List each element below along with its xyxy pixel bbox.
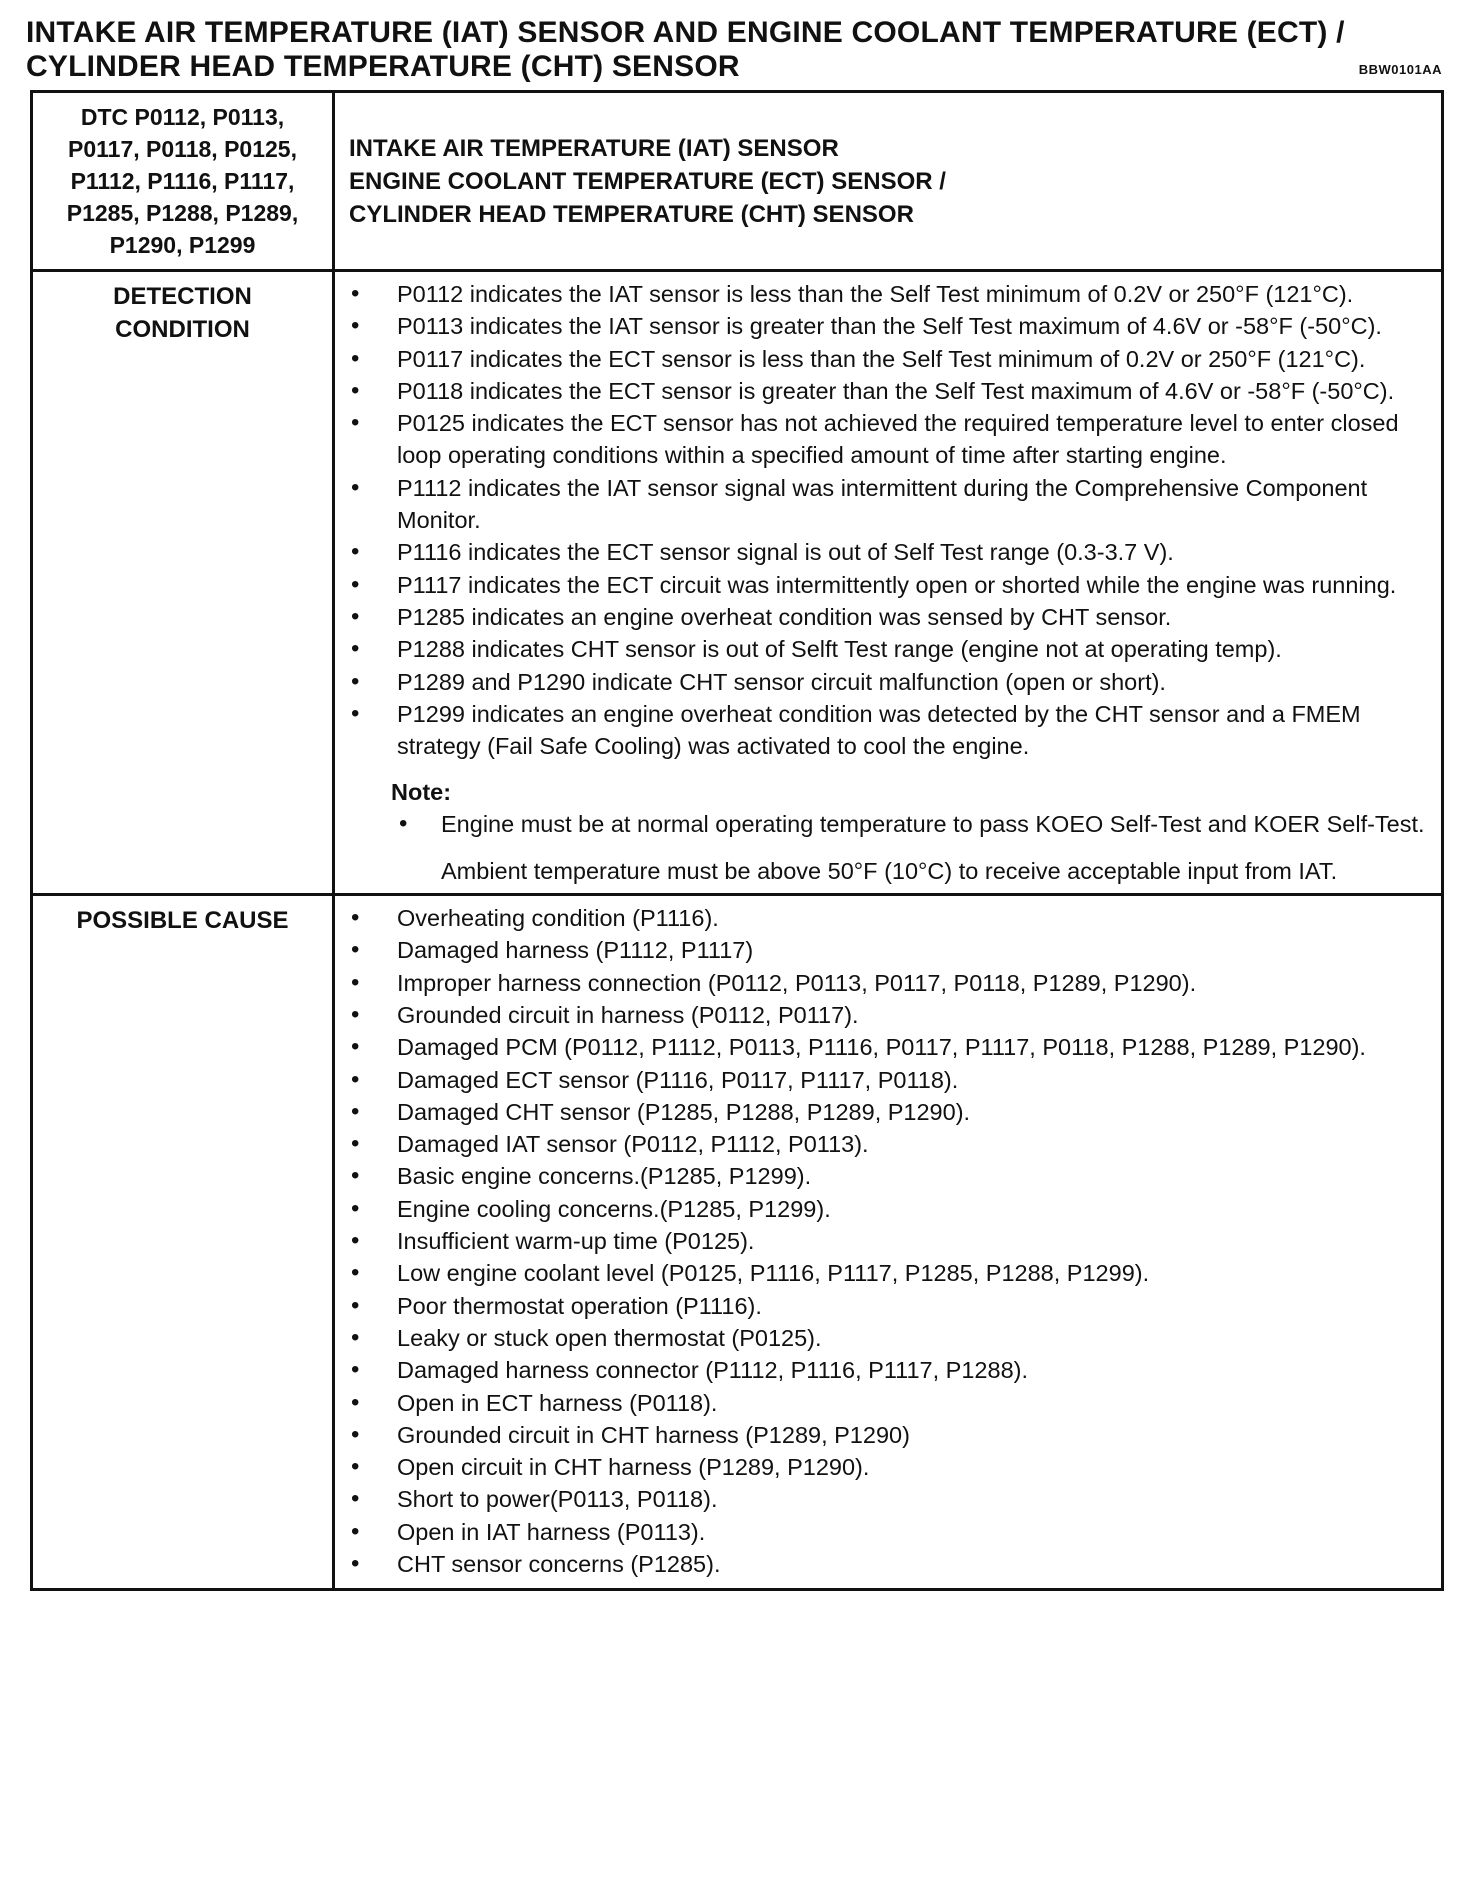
page-title-line-2: CYLINDER HEAD TEMPERATURE (CHT) SENSOR	[26, 50, 740, 83]
list-item: • Open in IAT harness (P0113).	[335, 1516, 1441, 1548]
list-item: • Damaged ECT sensor (P1116, P0117, P1117, P0118).	[335, 1064, 1441, 1096]
list-item: • P1285 indicates an engine overheat condition was sensed by CHT sensor.	[335, 601, 1441, 633]
table-row-causes	[32, 895, 1443, 1590]
list-item: • Open circuit in CHT harness (P1289, P1290).	[335, 1451, 1441, 1483]
list-item: • Damaged CHT sensor (P1285, P1288, P1289, P1290).	[335, 1096, 1441, 1128]
note-text: Ambient temperature must be above 50°F (10°C) to receive acceptable input from IAT.	[441, 857, 1338, 884]
list-item: • Low engine coolant level (P0125, P1116, P1117, P1285, P1288, P1299).	[335, 1257, 1441, 1289]
list-item: • Open in ECT harness (P0118).	[335, 1387, 1441, 1419]
list-item: • P1299 indicates an engine overheat condition was detected by the CHT sensor and a FMEM strategy (Fail Safe Cooling) was activated to cool the engine.	[335, 698, 1441, 763]
list-item: • Basic engine concerns.(P1285, P1299).	[335, 1160, 1441, 1192]
sensor-title: ENGINE COOLANT TEMPERATURE (ECT) SENSOR /	[349, 167, 946, 195]
page-header	[26, 16, 1446, 84]
detection-condition-content	[334, 271, 1443, 895]
dtc-codes-line: P0117, P0118, P0125,	[68, 136, 297, 162]
dtc-codes-line: P1285, P1288, P1289,	[66, 200, 299, 226]
possible-cause-label: POSSIBLE CAUSE	[32, 895, 334, 1590]
dtc-codes-cell	[32, 92, 334, 271]
list-item: • Overheating condition (P1116).	[335, 902, 1441, 934]
detection-label-line: CONDITION	[115, 316, 250, 343]
possible-cause-content	[334, 895, 1443, 1590]
list-item: • Poor thermostat operation (P1116).	[335, 1290, 1441, 1322]
list-item: • Grounded circuit in harness (P0112, P0117).	[335, 999, 1441, 1031]
list-item: • P0113 indicates the IAT sensor is greater than the Self Test maximum of 4.6V or -58°F (-50°C).	[335, 310, 1441, 342]
list-item: • Damaged harness connector (P1112, P1116, P1117, P1288).	[335, 1354, 1441, 1386]
list-item: • Grounded circuit in CHT harness (P1289, P1290)	[335, 1419, 1441, 1451]
page-title-line-1: INTAKE AIR TEMPERATURE (IAT) SENSOR AND ENGINE COOLANT TEMPERATURE (ECT) /	[26, 16, 1345, 49]
list-item: • P1117 indicates the ECT circuit was intermittently open or shorted while the engine was running.	[335, 569, 1441, 601]
dtc-codes-line: DTC P0112, P0113,	[80, 104, 285, 130]
sensor-titles-cell	[334, 92, 1443, 271]
table-row-detection	[32, 271, 1443, 895]
table-row-header	[32, 92, 1443, 271]
note-block	[335, 776, 1441, 887]
list-item: • P1116 indicates the ECT sensor signal is out of Self Test range (0.3-3.7 V).	[335, 536, 1441, 568]
list-item: • P1289 and P1290 indicate CHT sensor circuit malfunction (open or short).	[335, 666, 1441, 698]
list-item: • Improper harness connection (P0112, P0113, P0117, P0118, P1289, P1290).	[335, 967, 1441, 999]
dtc-codes-line: P1290, P1299	[109, 232, 256, 258]
list-item: • Damaged PCM (P0112, P1112, P0113, P1116, P0117, P1117, P0118, P1288, P1289, P1290).	[335, 1031, 1441, 1063]
note-label: Note:	[391, 779, 452, 806]
note-item: • Engine must be at normal operating temperature to pass KOEO Self-Test and KOER Self-Test.	[391, 808, 1433, 840]
list-item: • P0118 indicates the ECT sensor is greater than the Self Test maximum of 4.6V or -58°F (-50°C).	[335, 375, 1441, 407]
detection-list	[335, 278, 1441, 762]
detection-label-line: DETECTION	[113, 283, 252, 310]
list-item: • P0112 indicates the IAT sensor is less than the Self Test minimum of 0.2V or 250°F (121°C).	[335, 278, 1441, 310]
list-item: • Leaky or stuck open thermostat (P0125).	[335, 1322, 1441, 1354]
sensor-title: CYLINDER HEAD TEMPERATURE (CHT) SENSOR	[349, 200, 914, 228]
detection-condition-label	[32, 271, 334, 895]
list-item: • P0117 indicates the ECT sensor is less than the Self Test minimum of 0.2V or 250°F (121°C).	[335, 343, 1441, 375]
list-item: • Short to power(P0113, P0118).	[335, 1483, 1441, 1515]
dtc-codes-line: P1112, P1116, P1117,	[70, 168, 295, 194]
list-item: • CHT sensor concerns (P1285).	[335, 1548, 1441, 1580]
list-item: • P1112 indicates the IAT sensor signal was intermittent during the Comprehensive Component Monitor.	[335, 472, 1441, 537]
list-item: • Damaged harness (P1112, P1117)	[335, 934, 1441, 966]
sensor-title: INTAKE AIR TEMPERATURE (IAT) SENSOR	[349, 134, 839, 162]
list-item: • P0125 indicates the ECT sensor has not achieved the required temperature level to enter closed loop operating conditions within a specified amount of time after starting engine.	[335, 407, 1441, 472]
list-item: • Engine cooling concerns.(P1285, P1299).	[335, 1193, 1441, 1225]
cause-list	[335, 902, 1441, 1580]
list-item: • Insufficient warm-up time (P0125).	[335, 1225, 1441, 1257]
list-item: • P1288 indicates CHT sensor is out of Selft Test range (engine not at operating temp).	[335, 633, 1441, 665]
dtc-table	[30, 90, 1444, 1591]
figure-code: BBW0101AA	[1358, 62, 1442, 77]
list-item: • Damaged IAT sensor (P0112, P1112, P0113).	[335, 1128, 1441, 1160]
